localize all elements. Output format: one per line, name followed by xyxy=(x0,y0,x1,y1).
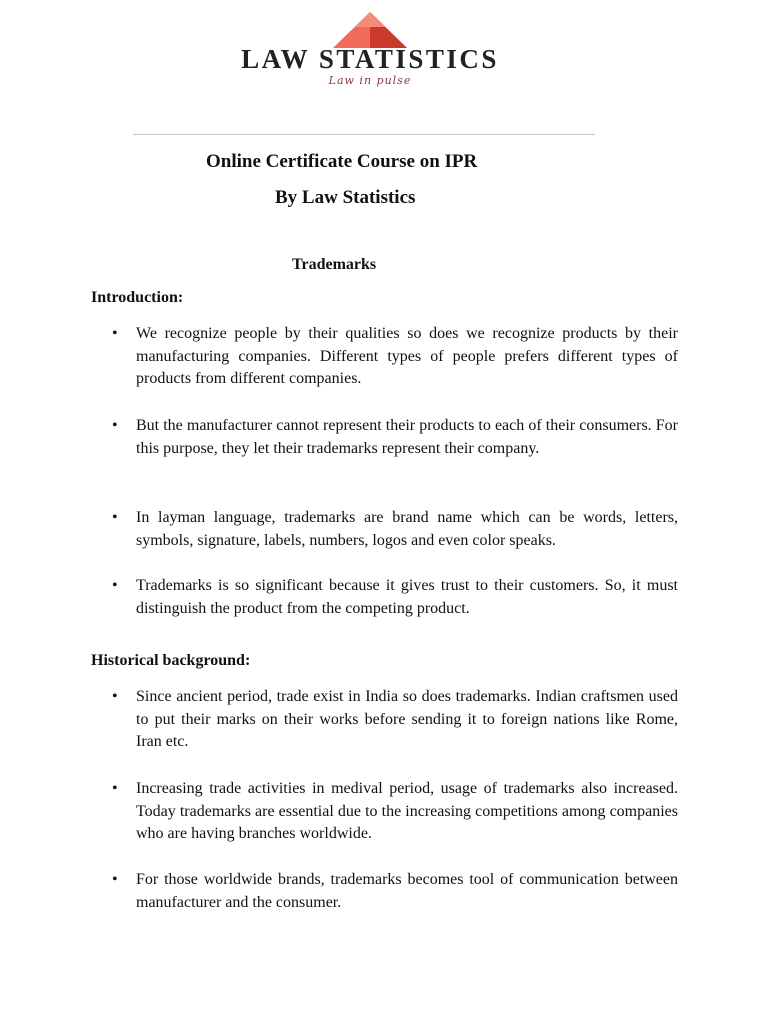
section-heading-introduction: Introduction: xyxy=(91,289,184,306)
list-item-text: Increasing trade activities in medival period, usage of trademarks also increased. Today trademarks are essential due to the increasing competitions among companies who are having branches worldwide. xyxy=(136,780,678,842)
section-heading-historical-background: Historical background: xyxy=(91,652,251,669)
logo-tagline: Law in pulse xyxy=(328,74,412,87)
bullet-icon: • xyxy=(112,780,118,797)
logo-triangle-icon xyxy=(333,12,407,48)
bullet-icon: • xyxy=(112,688,118,705)
bullet-icon: • xyxy=(112,509,118,526)
list-item-text: But the manufacturer cannot represent their products to each of their consumers. For this purpose, they let their trademarks represent their company. xyxy=(136,417,678,457)
document-byline: By Law Statistics xyxy=(275,187,416,208)
list-item-text: For those worldwide brands, trademarks becomes tool of communication between manufacturer and the consumer. xyxy=(136,871,678,911)
list-item-text: In layman language, trademarks are brand name which can be words, letters, symbols, signature, labels, numbers, logos and even color speaks. xyxy=(136,509,678,549)
header-divider xyxy=(133,134,595,135)
document-subject: Trademarks xyxy=(292,256,377,273)
bullet-icon: • xyxy=(112,577,118,594)
bullet-icon: • xyxy=(112,417,118,434)
list-item-text: Since ancient period, trade exist in India so does trademarks. Indian craftsmen used to put their marks on their works before sending it to foreign nations like Rome, Iran etc. xyxy=(136,688,678,750)
document-title: Online Certificate Course on IPR xyxy=(206,151,478,172)
list-item-text: Trademarks is so significant because it gives trust to their customers. So, it must distinguish the product from the competing product. xyxy=(136,577,678,617)
list-item-text: We recognize people by their qualities so does we recognize products by their manufacturing companies. Different types of people prefers different types of products from different companies. xyxy=(136,325,678,387)
bullet-icon: • xyxy=(112,325,118,342)
law-statistics-logo xyxy=(178,10,562,90)
logo-name: LAW STATISTICS xyxy=(241,44,499,74)
bullet-icon: • xyxy=(112,871,118,888)
